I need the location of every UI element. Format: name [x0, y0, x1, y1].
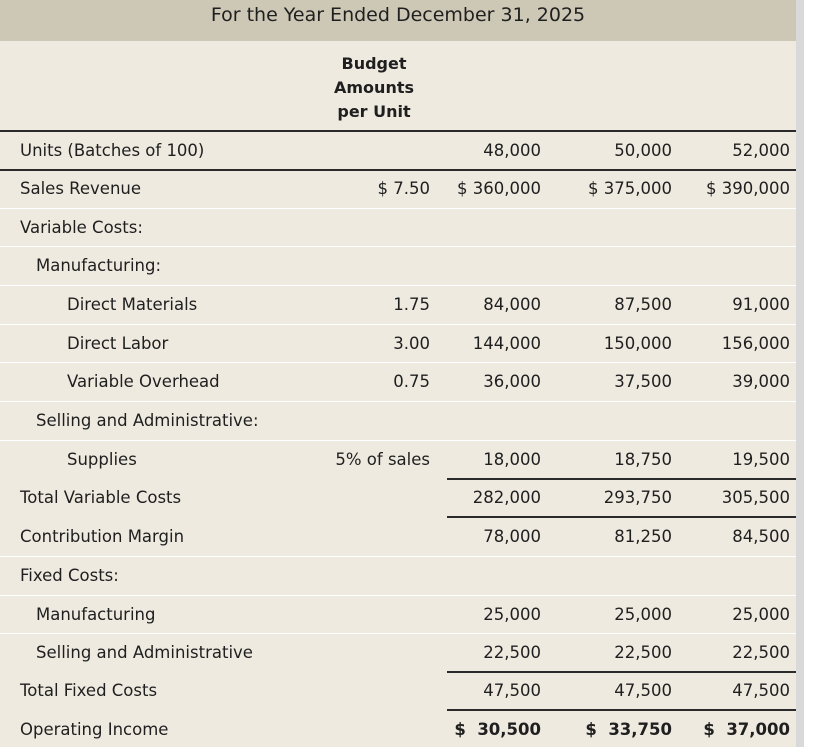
- title-band: [0, 0, 796, 41]
- row-label: Sales Revenue: [20, 179, 142, 198]
- value-52000-units: 52,000: [732, 141, 790, 160]
- row-label: Direct Materials: [67, 295, 198, 314]
- row-label: Total Fixed Costs: [20, 681, 158, 700]
- unit-amount: 1.75: [393, 295, 430, 314]
- value-50000-units: 50,000: [614, 141, 672, 160]
- row-variable-costs: [0, 208, 796, 247]
- value-a: 22,500: [483, 643, 541, 662]
- row-units: [0, 132, 796, 170]
- row-direct-materials: [0, 285, 796, 324]
- header-line-2: Amounts: [334, 78, 414, 97]
- unit-amount: 0.75: [393, 372, 430, 391]
- value-c: 91,000: [732, 295, 790, 314]
- unit-amount: $ 7.50: [377, 179, 430, 198]
- page-edge-shadow: [796, 0, 804, 747]
- value-b: 18,750: [614, 450, 672, 469]
- header-line-3: per Unit: [337, 102, 411, 121]
- value-b: $ 375,000: [588, 179, 672, 198]
- value-a: $ 30,500: [454, 720, 541, 739]
- row-contribution-margin: [0, 518, 796, 556]
- value-b: $ 33,750: [585, 720, 672, 739]
- value-c: 156,000: [721, 334, 790, 353]
- row-variable-overhead: [0, 362, 796, 401]
- value-b: 47,500: [614, 681, 672, 700]
- value-c: 84,500: [732, 527, 790, 546]
- row-label: Fixed Costs:: [20, 566, 119, 585]
- value-a: 78,000: [483, 527, 541, 546]
- value-b: 22,500: [614, 643, 672, 662]
- row-label: Operating Income: [20, 720, 169, 739]
- value-b: 37,500: [614, 372, 672, 391]
- row-label: Manufacturing:: [36, 256, 162, 275]
- row-label: Units (Batches of 100): [20, 141, 205, 160]
- value-b: 25,000: [614, 605, 672, 624]
- value-a: 282,000: [472, 488, 541, 507]
- value-c: 39,000: [732, 372, 790, 391]
- value-c: $ 37,000: [703, 720, 790, 739]
- header-line-1: Budget: [341, 54, 407, 73]
- value-c: 22,500: [732, 643, 790, 662]
- value-b: 87,500: [614, 295, 672, 314]
- row-supplies: [0, 440, 796, 479]
- row-total-fixed-costs: [0, 672, 796, 710]
- row-fixed-manufacturing: [0, 595, 796, 634]
- value-a: 47,500: [483, 681, 541, 700]
- row-label: Manufacturing: [36, 605, 156, 624]
- row-label: Selling and Administrative:: [36, 411, 259, 430]
- value-a: 18,000: [483, 450, 541, 469]
- row-label: Variable Overhead: [67, 372, 220, 391]
- value-a: 36,000: [483, 372, 541, 391]
- row-operating-income: [0, 711, 796, 747]
- row-manufacturing-heading: [0, 246, 796, 285]
- row-sales-revenue: [0, 170, 796, 208]
- unit-amount: 3.00: [393, 334, 430, 353]
- value-a: 25,000: [483, 605, 541, 624]
- row-label: Direct Labor: [67, 334, 169, 353]
- row-direct-labor: [0, 324, 796, 363]
- value-b: 81,250: [614, 527, 672, 546]
- unit-amount: 5% of sales: [335, 450, 430, 469]
- value-c: 305,500: [721, 488, 790, 507]
- value-b: 150,000: [603, 334, 672, 353]
- row-label: Contribution Margin: [20, 527, 185, 546]
- row-label: Supplies: [67, 450, 137, 469]
- row-label: Selling and Administrative: [36, 643, 253, 662]
- value-c: 19,500: [732, 450, 790, 469]
- value-c: 47,500: [732, 681, 790, 700]
- value-c: 25,000: [732, 605, 790, 624]
- value-b: 293,750: [603, 488, 672, 507]
- row-total-variable-costs: [0, 479, 796, 517]
- budget-per-unit-header: [322, 52, 426, 124]
- value-a: 84,000: [483, 295, 541, 314]
- row-fixed-selling-admin: [0, 633, 796, 672]
- row-fixed-costs-heading: [0, 556, 796, 595]
- value-48000-units: 48,000: [483, 141, 541, 160]
- value-a: 144,000: [472, 334, 541, 353]
- row-selling-admin-heading: [0, 401, 796, 440]
- statement-period-title: For the Year Ended December 31, 2025: [210, 4, 586, 26]
- row-label: Variable Costs:: [20, 218, 143, 237]
- row-label: Total Variable Costs: [20, 488, 182, 507]
- value-a: $ 360,000: [457, 179, 541, 198]
- value-c: $ 390,000: [706, 179, 790, 198]
